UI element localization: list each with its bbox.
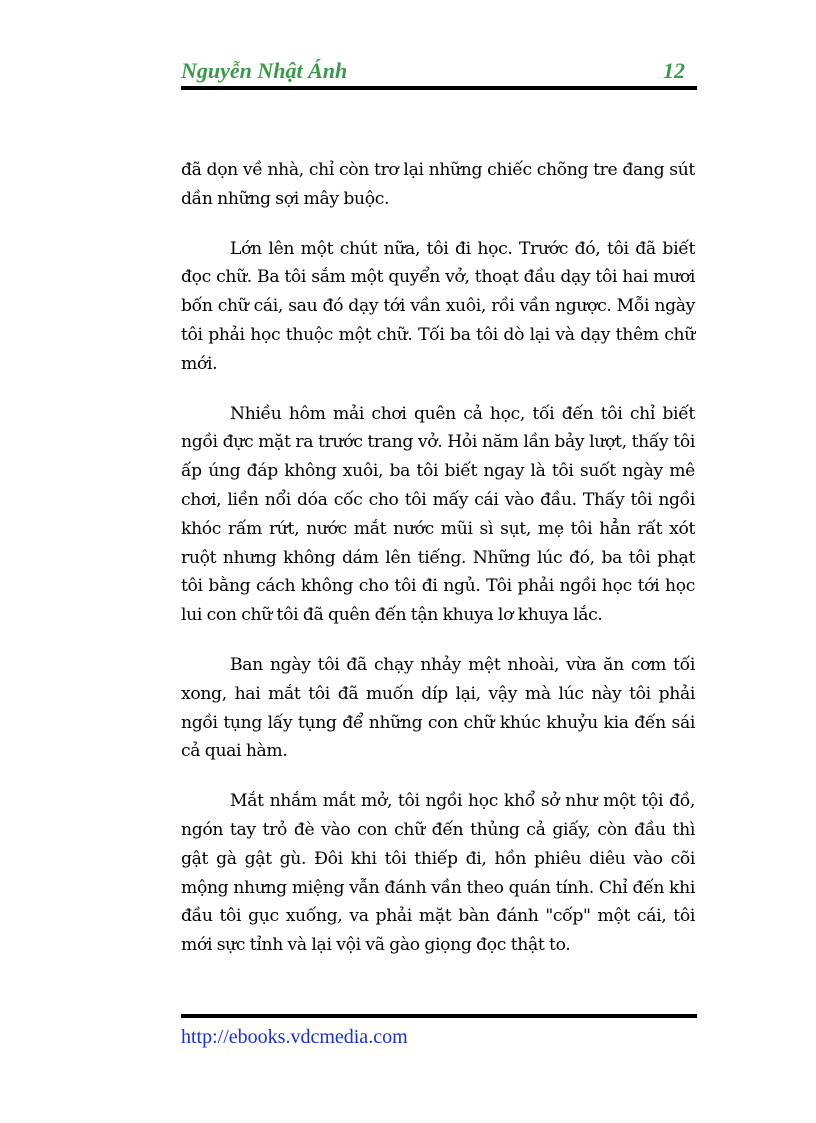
paragraph: Mắt nhắm mắt mở, tôi ngồi học khổ sở như một tội đồ, ngón tay trỏ đè vào con chữ đến thủng cả giấy, còn đầu thì gật gà gật gù. Đôi khi tôi thiếp đi, hồn phiêu diêu vào cõi mộng nhưng miệng vẫn đánh vần theo quán tính. Chỉ đến khi đầu tôi gục xuống, va phải mặt bàn đánh "cốp" một cái, tôi mới sực tỉnh và lại vội vã gào giọng đọc thật to. bbox=[181, 791, 695, 956]
body-text bbox=[181, 156, 695, 981]
paragraph: Lớn lên một chút nữa, tôi đi học. Trước đó, tôi đã biết đọc chữ. Ba tôi sắm một quyển vở, thoạt đầu dạy tôi hai mươi bốn chữ cái, sau đó dạy tới vần xuôi, rồi vần ngược. Mỗi ngày tôi phải học thuộc một chữ. Tối ba tôi dò lại và dạy thêm chữ mới. bbox=[181, 238, 695, 374]
header-divider bbox=[181, 86, 697, 90]
footer-link[interactable]: http://ebooks.vdcmedia.com bbox=[181, 1026, 408, 1048]
page-number: 12 bbox=[663, 58, 685, 83]
author-name: Nguyễn Nhật Ánh bbox=[181, 58, 348, 83]
footer-divider bbox=[181, 1014, 697, 1018]
paragraph: Nhiều hôm mải chơi quên cả học, tối đến tôi chỉ biết ngồi đực mặt ra trước trang vở. Hỏi năm lần bảy lượt, thấy tôi ấp úng đáp không xuôi, ba tôi biết ngay là tôi suốt ngày mê chơi, liền nổi dóa cốc cho tôi mấy cái vào đầu. Thấy tôi ngồi khóc rấm rứt, nước mắt nước mũi sì sụt, mẹ tôi hẳn rất xót ruột nhưng không dám lên tiếng. Những lúc đó, ba tôi phạt tôi bằng cách không cho tôi đi ngủ. Tôi phải ngồi học tới học lui con chữ tôi đã quên đến tận khuya lơ khuya lắc. bbox=[181, 403, 695, 626]
paragraph: Ban ngày tôi đã chạy nhảy mệt nhoài, vừa ăn cơm tối xong, hai mắt tôi đã muốn díp lại, vậy mà lúc này tôi phải ngồi tụng lấy tụng để những con chữ khúc khuỷu kia đến sái cả quai hàm. bbox=[181, 654, 695, 762]
paragraph: đã dọn về nhà, chỉ còn trơ lại những chiếc chõng tre đang sút dần những sợi mây buộc. bbox=[181, 160, 695, 209]
page-header bbox=[181, 58, 697, 86]
